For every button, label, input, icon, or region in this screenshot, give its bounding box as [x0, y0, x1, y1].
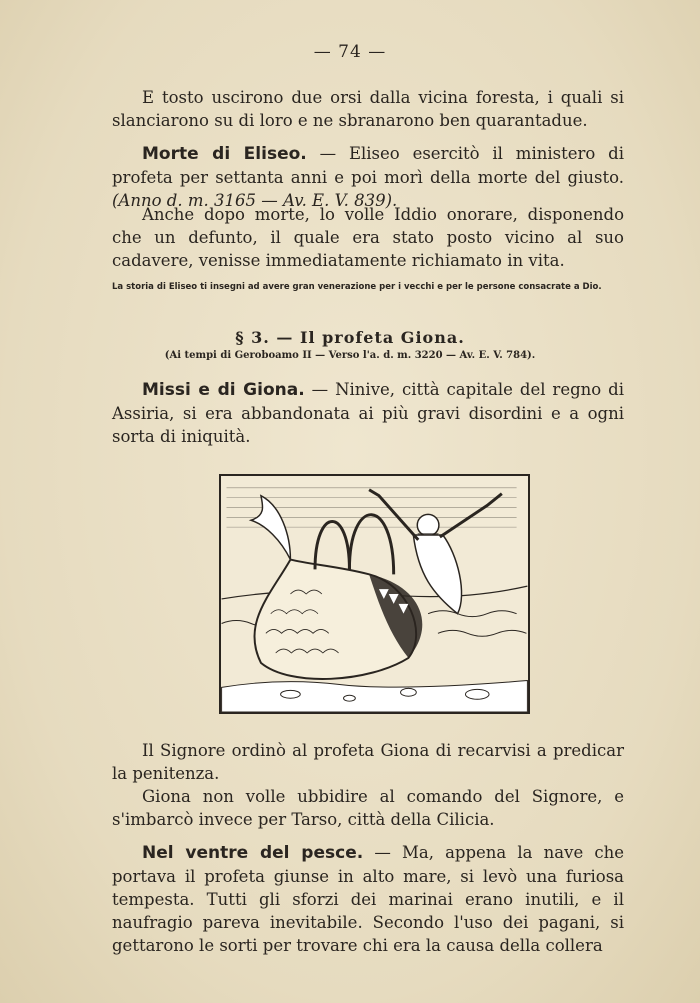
paragraph-text: Il Signore ordinò al profeta Giona di recarvisi a predicar la penitenza.	[112, 741, 624, 783]
section-title: § 3. — Il profeta Giona.	[235, 328, 465, 347]
page-number: — 74 —	[313, 42, 387, 62]
paragraph-body	[112, 841, 624, 957]
paragraph-text: Giona non volle ubbidire al comando del Signore, e s'imbarcò invece per Tarso, città della Cilicia.	[112, 787, 624, 829]
paragraph-text: — Ma, appena la nave che portava il profeta giunse in alto mare, si levò una furiosa tempesta. Tutti gli sforzi dei marinai erano inutili, e il naufragio pareva inevitabile. Secondo l'uso dei pagani, si gettarono le sorti per trovare chi era la causa della collera	[112, 843, 624, 955]
paragraph-bears	[112, 86, 624, 132]
paragraph-honor	[112, 203, 624, 272]
paragraph-death-of-elisha	[112, 142, 624, 212]
paragraph-jonah-flees	[112, 785, 624, 831]
paragraph-text: — Eliseo esercitò il ministero di profeta per settanta anni e poi morì della morte del giusto.	[112, 144, 624, 187]
paragraph-heading: Morte di Eliseo.	[142, 144, 307, 164]
date-note: (Anno d. m. 3165 — Av. E. V. 839).	[112, 191, 398, 210]
paragraph-heading: Nel ventre del pesce.	[142, 843, 364, 863]
paragraph-text: E tosto uscirono due orsi dalla vicina foresta, i quali si slanciarono su di loro e ne sbranarono ben quarantadue.	[112, 88, 624, 130]
moral-note: La storia di Eliseo ti insegni ad avere gran venerazione per i vecchi e per le persone consacrate a Dio.	[112, 282, 602, 292]
section-subtitle: (Ai tempi di Geroboamo II — Verso l'a. d. m. 3220 — Av. E. V. 784).	[164, 350, 536, 361]
paragraph-body	[112, 142, 624, 212]
illustration-drawing	[221, 476, 528, 712]
paragraph-body	[112, 378, 624, 448]
paragraph-belly-of-fish	[112, 841, 624, 957]
jonah-whale-illustration	[219, 474, 530, 714]
paragraph-text: Anche dopo morte, lo volle Iddio onorare, disponendo che un defunto, il quale era stato posto vicino al suo cadavere, venisse immediatamente richiamato in vita.	[112, 205, 624, 270]
paragraph-heading: Missi e di Giona.	[142, 380, 305, 400]
paragraph-text: — Ninive, città capitale del regno di Assiria, si era abbandonata ai più gravi disordini e a ogni sorta di iniquità.	[112, 380, 624, 446]
paragraph-mission	[112, 378, 624, 448]
paragraph-lord-orders	[112, 739, 624, 785]
